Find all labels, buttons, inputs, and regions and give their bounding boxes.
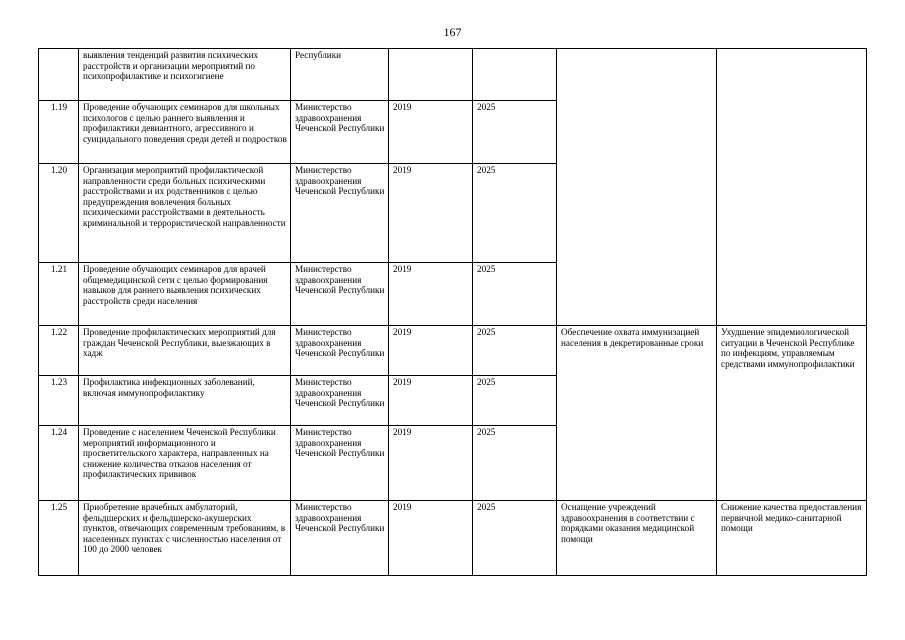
end-year: 2025 xyxy=(473,326,557,376)
executor: Министерство здравоохранения Чеченской Республики xyxy=(291,164,389,263)
page-number: 167 xyxy=(443,25,462,39)
measure-name: Приобретение врачебных амбулаторий, фельдшерских и фельдшерско-акушерских пунктов, отвечающих современным требованиям, в населенных пунктах с численностью населения от 100 до 2000 человек xyxy=(79,501,291,576)
start-year: 2019 xyxy=(389,376,473,426)
end-year: 2025 xyxy=(473,164,557,263)
start-year: 2019 xyxy=(389,164,473,263)
row-number: 1.24 xyxy=(39,426,79,501)
table-row xyxy=(39,501,867,576)
row-number: 1.20 xyxy=(39,164,79,263)
row-number: 1.23 xyxy=(39,376,79,426)
measure-name: Проведение обучающих семинаров для врачей общемедицинской сети с целью формирования навыков для раннего выявления психических расстройств среди населения xyxy=(79,263,291,326)
expected-result: Оснащение учреждений здравоохранения в соответствии с порядками оказания медицинской помощи xyxy=(557,501,717,576)
end-year: 2025 xyxy=(473,426,557,501)
row-number xyxy=(39,49,79,101)
end-year: 2025 xyxy=(473,101,557,164)
row-number: 1.22 xyxy=(39,326,79,376)
table-row xyxy=(39,49,867,101)
executor: Министерство здравоохранения Чеченской Республики xyxy=(291,426,389,501)
start-year: 2019 xyxy=(389,501,473,576)
end-year: 2025 xyxy=(473,376,557,426)
measure-name: Проведение обучающих семинаров для школьных психологов с целью раннего выявления и профилактики девиантного, агрессивного и суицидального поведения среди детей и подростков xyxy=(79,101,291,164)
executor: Министерство здравоохранения Чеченской Республики xyxy=(291,263,389,326)
row-number: 1.25 xyxy=(39,501,79,576)
start-year: 2019 xyxy=(389,326,473,376)
end-year: 2025 xyxy=(473,263,557,326)
expected-result xyxy=(557,49,717,326)
measure-name: Проведение профилактических мероприятий для граждан Чеченской Республики, выезжающих в хадж xyxy=(79,326,291,376)
consequence: Снижение качества предоставления первичной медико-санитарной помощи xyxy=(717,501,867,576)
start-year: 2019 xyxy=(389,426,473,501)
measure-name: выявления тенденций развития психических расстройств и организации мероприятий по психопрофилактике и психогигиене xyxy=(79,49,291,101)
executor: Министерство здравоохранения Чеченской Республики xyxy=(291,376,389,426)
expected-result: Обеспечение охвата иммунизацией населения в декретированные сроки xyxy=(557,326,717,501)
executor: Республики xyxy=(291,49,389,101)
measure-name: Профилактика инфекционных заболеваний, включая иммунопрофилактику xyxy=(79,376,291,426)
measure-name: Проведение с населением Чеченской Республики мероприятий информационного и просветительского характера, направленных на снижение количества отказов населения от профилактических прививок xyxy=(79,426,291,501)
start-year xyxy=(389,49,473,101)
start-year: 2019 xyxy=(389,263,473,326)
measure-name: Организация мероприятий профилактической направленности среди больных психическими расстройствами и их родственников с целью предупреждения вовлечения больных психическими расстройствами в деятельность криминальной и террористической направленности xyxy=(79,164,291,263)
consequence xyxy=(717,49,867,326)
executor: Министерство здравоохранения Чеченской Республики xyxy=(291,101,389,164)
consequence: Ухудшение эпидемиологической ситуации в Чеченской Республике по инфекциям, управляемым средствами иммунопрофилактики xyxy=(717,326,867,501)
end-year: 2025 xyxy=(473,501,557,576)
start-year: 2019 xyxy=(389,101,473,164)
executor: Министерство здравоохранения Чеченской Республики xyxy=(291,326,389,376)
row-number: 1.19 xyxy=(39,101,79,164)
measures-table xyxy=(38,48,867,576)
row-number: 1.21 xyxy=(39,263,79,326)
end-year xyxy=(473,49,557,101)
executor: Министерство здравоохранения Чеченской Республики xyxy=(291,501,389,576)
table-row xyxy=(39,326,867,376)
